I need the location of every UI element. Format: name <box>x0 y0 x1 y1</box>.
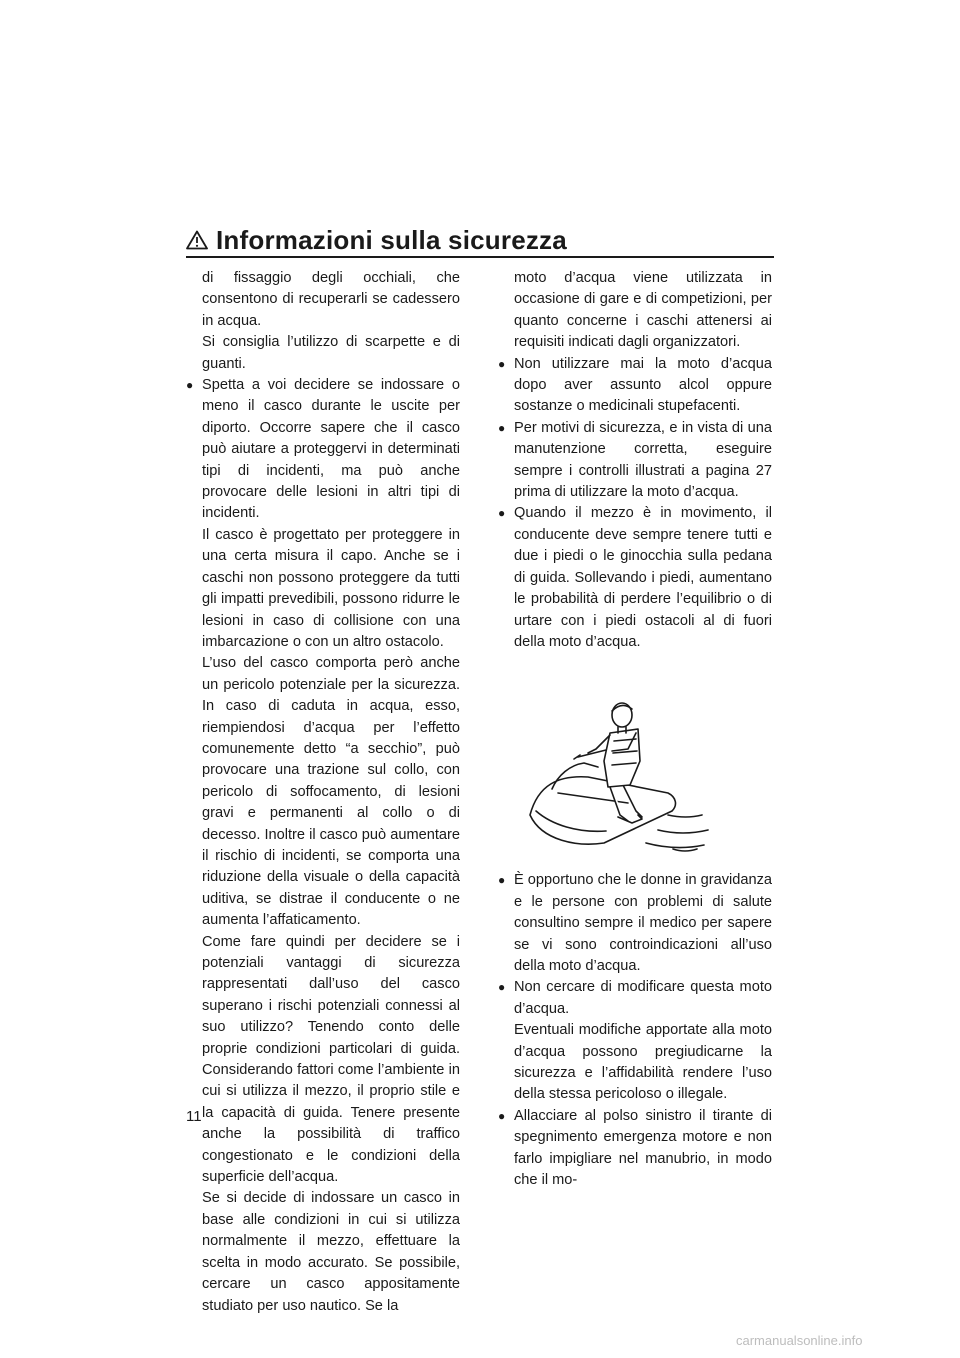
text: Non utilizzare mai la moto d’acqua dopo aver assunto alcol oppure sostanze o medicinali stupefacenti. <box>514 355 772 415</box>
text: Il casco è progettato per proteggere in una certa misura il capo. Anche se i caschi non possono proteggere da tutti gli impatti prevedibili, possono ridurre le lesioni in caso di collisione con una imbarcazione o con un altro ostacolo. <box>202 526 460 650</box>
bullet-icon: ● <box>498 1108 506 1123</box>
text: Allacciare al polso sinistro il tirante di spegnimento emergenza motore e non farlo impigliare nel manubrio, in modo che il mo- <box>514 1107 772 1188</box>
bullet-icon: ● <box>186 378 194 393</box>
bullet-icon: ● <box>498 980 506 995</box>
right-column-top <box>498 268 772 653</box>
text: moto d’acqua viene utilizzata in occasione di gare e di competizioni, per quanto concerne i caschi attenersi ai requisiti indicati dagli organizzatori. <box>514 270 772 351</box>
text: Si consiglia l’utilizzo di scarpette e di guanti. <box>202 334 460 372</box>
text: È opportuno che le donne in gravidanza e le persone con problemi di salute consultino sempre il medico per sapere se vi sono controindicazioni all’uso della moto d’acqua. <box>514 872 773 974</box>
bullet-icon: ● <box>498 873 506 888</box>
bullet-item <box>498 503 772 653</box>
paragraph <box>186 653 460 931</box>
watermark: carmanualsonline.info <box>736 1333 863 1348</box>
bullet-item <box>498 870 772 977</box>
bullet-icon: ● <box>498 356 506 371</box>
left-column <box>186 268 460 1317</box>
text: Quando il mezzo è in movimento, il conducente deve sempre tenere tutti e due i piedi o le ginocchia sulla pedana di guida. Sollevando i piedi, aumentano le probabilità di perdere l’equilibrio o di urtare con i piedi ostacoli al di fuori della moto d’acqua. <box>514 505 772 650</box>
text: Per motivi di sicurezza, e in vista di una manutenzione corretta, eseguire sempre i controlli illustrati a pagina 27 prima di utilizzare la moto d’acqua. <box>514 419 772 501</box>
bullet-item <box>498 977 772 1020</box>
text: di fissaggio degli occhiali, che consentono di recuperarli se cadessero in acqua. <box>202 270 460 329</box>
rider-illustration <box>518 665 718 860</box>
warning-triangle-icon <box>186 230 208 250</box>
jet-ski-rider-illustration <box>498 665 772 860</box>
right-column-bottom <box>498 870 772 1191</box>
right-column <box>498 268 772 1191</box>
text: Non cercare di modificare questa moto d’acqua. <box>514 979 772 1017</box>
header-rule <box>186 256 774 258</box>
text: Spetta a voi decidere se indossare o meno il casco durante le uscite per diporto. Occorre sapere che il casco può aiutare a proteggervi in determinati tipi di incidenti, ma può anche provocare delle lesioni in altri tipi di incidenti. <box>202 377 460 522</box>
text: Come fare quindi per decidere se i potenziali vantaggi di sicurezza rappresentati dall’uso del casco superano i rischi potenziali connessi al suo utilizzo? Tenendo conto delle proprie condizioni particolari di guida. Considerando fattori come l’ambiente in cui si utilizza il mezzo, il proprio stile e la capacità di guida. Tenere presente anche la possibilità di traffico congestionato e le condizioni della superficie dell’acqua. <box>202 933 460 1186</box>
paragraph <box>498 268 772 354</box>
paragraph <box>186 525 460 653</box>
bullet-item <box>498 354 772 418</box>
bullet-item <box>186 375 460 525</box>
paragraph <box>186 1188 460 1316</box>
paragraph <box>498 1020 772 1106</box>
text: Eventuali modifiche apportate alla moto d’acqua possono pregiudicarne la sicurezza e l’affidabilità rendere l’uso della stessa pericoloso o illegale. <box>514 1022 772 1103</box>
text: L’uso del casco comporta però anche un pericolo potenziale per la sicurezza. In caso di caduta in acqua, esso, riempiendosi d’acqua per l’effetto comunemente detto “a secchio”, può provocare una trazione sul collo, con pericolo di soffocamento, di lesioni gravi e permanenti al collo o di decesso. Inoltre il casco può aumentare il rischio di incidenti, se comporta una riduzione della visuale o della capacità uditiva, se distrae il conducente o ne aumenta l’affaticamento. <box>202 655 460 929</box>
bullet-item <box>498 1106 772 1192</box>
text: Se si decide di indossare un casco in base alle condizioni in cui si utilizza normalmente il mezzo, effettuare la scelta in modo accurato. Se possibile, cercare un casco appositamente studiato per uso nautico. Se la <box>202 1190 460 1314</box>
bullet-icon: ● <box>498 420 506 435</box>
page-header <box>186 224 774 256</box>
page-title: Informazioni sulla sicurezza <box>216 225 567 255</box>
page-number: 11 <box>186 1108 202 1125</box>
bullet-icon: ● <box>498 506 506 521</box>
paragraph <box>186 268 460 332</box>
bullet-item <box>498 418 772 504</box>
paragraph <box>186 932 460 1189</box>
paragraph <box>186 332 460 375</box>
